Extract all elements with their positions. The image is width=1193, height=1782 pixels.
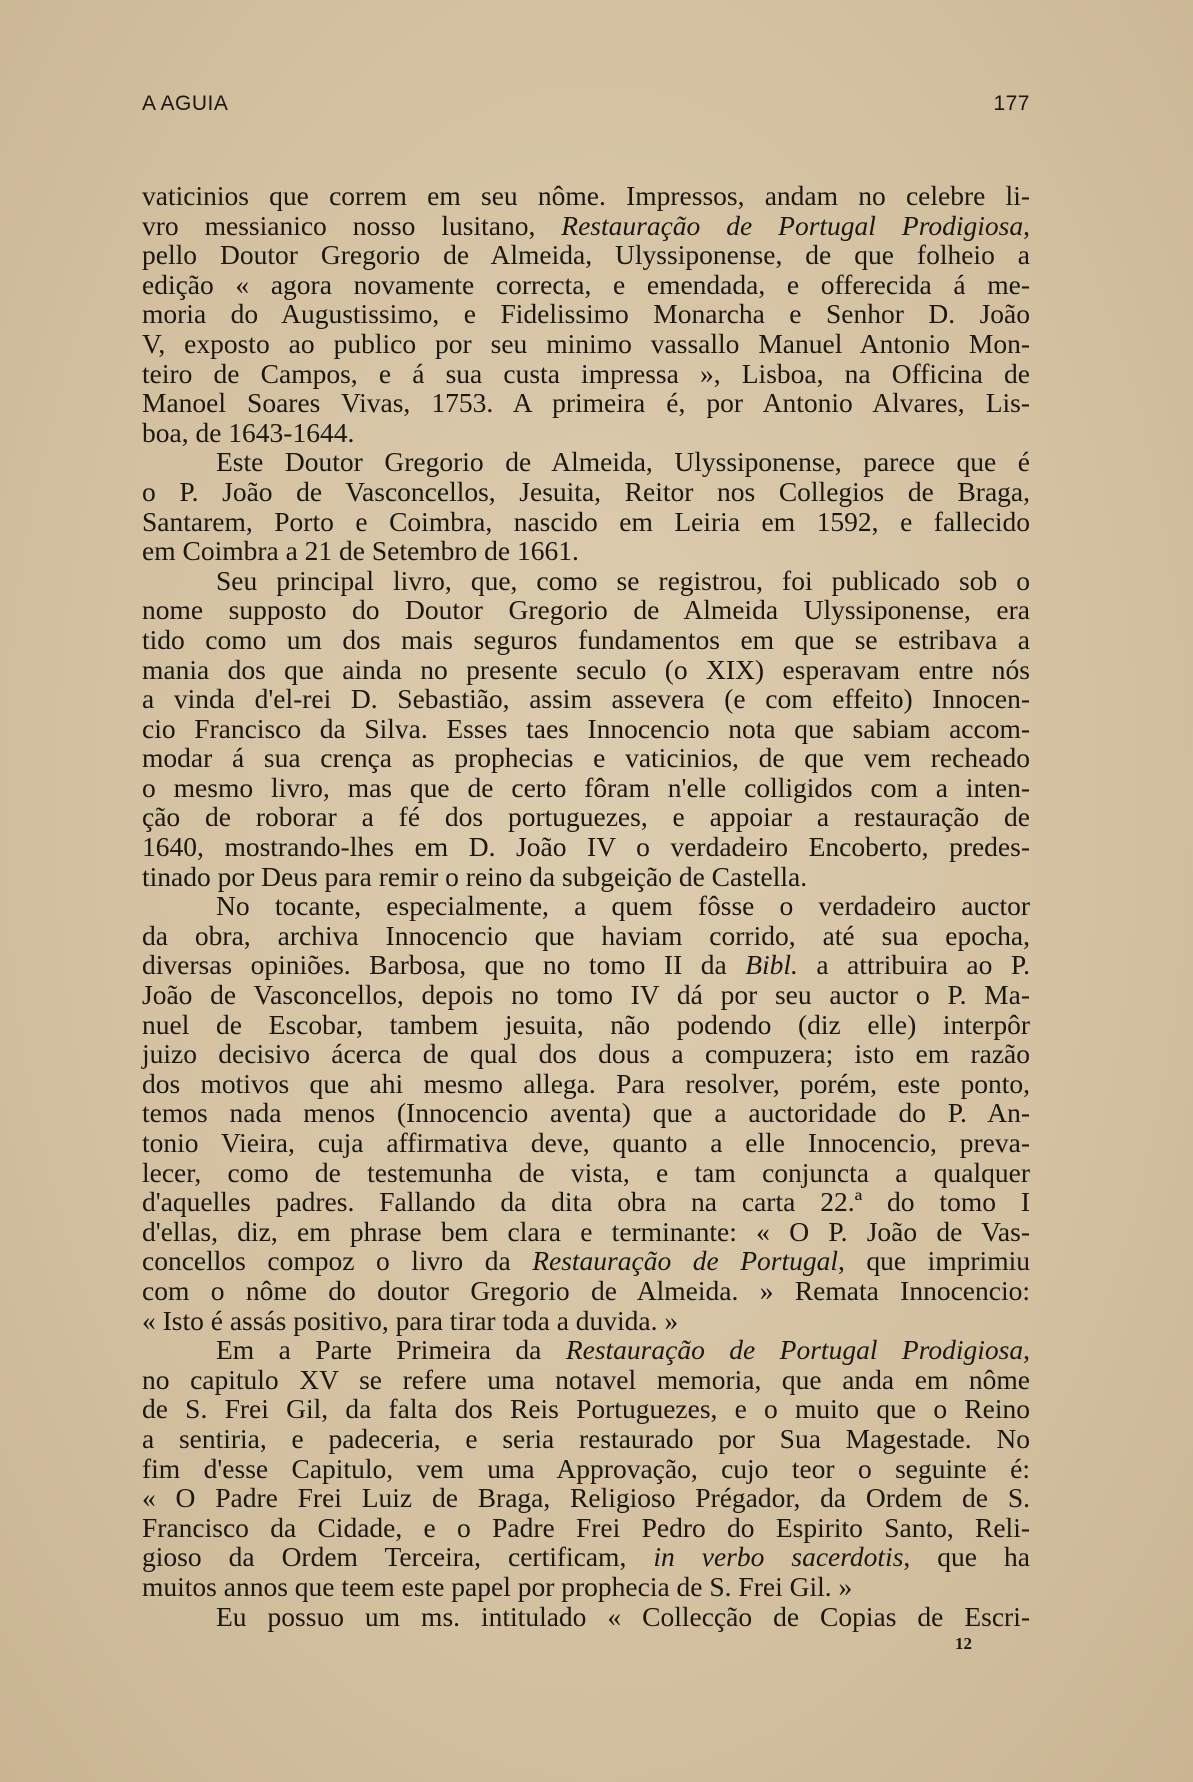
text-line xyxy=(142,388,1030,418)
text-line xyxy=(142,1365,1030,1395)
text-segment: Francisco da Cidade, e o Padre Frei Pedro do Espirito Santo, Reli- xyxy=(142,1511,1030,1543)
text-segment: muitos annos que teem este papel por prophecia de S. Frei Gil. » xyxy=(142,1570,853,1602)
text-segment: fim d'esse Capitulo, vem uma Approvação, cujo teor o seguinte é: xyxy=(142,1452,1030,1484)
text-line xyxy=(142,714,1030,744)
text-line xyxy=(142,1098,1030,1128)
italic-title: Bibl. xyxy=(745,949,798,981)
text-segment: d'ellas, diz, em phrase bem clara e terminante: « O P. João de Vas- xyxy=(142,1215,1030,1247)
text-segment: , que imprimiu xyxy=(837,1245,1030,1277)
text-segment: cio Francisco da Silva. Esses taes Innocencio nota que sabiam accom- xyxy=(142,712,1030,744)
text-segment: o P. João de Vasconcellos, Jesuita, Reitor nos Collegios de Braga, xyxy=(142,475,1030,507)
text-segment: Em a Parte Primeira da xyxy=(216,1334,566,1366)
text-line xyxy=(142,980,1030,1010)
running-head xyxy=(142,92,1030,116)
text-line xyxy=(142,240,1030,270)
text-segment: pello Doutor Gregorio de Almeida, Ulyssiponense, de que folheio a xyxy=(142,239,1030,271)
text-line xyxy=(142,655,1030,685)
text-line xyxy=(142,1246,1030,1276)
text-segment: a sentiria, e padeceria, e seria restaurado por Sua Magestade. No xyxy=(142,1422,1030,1454)
text-segment: , xyxy=(1023,209,1030,241)
text-segment: a attribuira ao P. xyxy=(797,949,1030,981)
text-segment: , xyxy=(1023,1334,1030,1366)
text-line xyxy=(142,1424,1030,1454)
text-segment: edição « agora novamente correcta, e emendada, e offerecida á me- xyxy=(142,268,1030,300)
text-segment: boa, de 1643-1644. xyxy=(142,416,355,448)
text-line xyxy=(142,1602,1030,1632)
text-segment: , que ha xyxy=(903,1541,1030,1573)
text-segment: ção de roborar a fé dos portuguezes, e appoiar a restauração de xyxy=(142,801,1030,833)
italic-title: Restauração de Portugal Prodigiosa xyxy=(561,209,1024,241)
text-line xyxy=(142,802,1030,832)
text-segment: lecer, como de testemunha de vista, e tam conjuncta a qualquer xyxy=(142,1156,1030,1188)
text-line xyxy=(142,1039,1030,1069)
text-line xyxy=(142,1335,1030,1365)
text-segment: juizo decisivo ácerca de qual dos dous a compuzera; isto em razão xyxy=(142,1038,1030,1070)
text-segment: 1640, mostrando-lhes em D. João IV o verdadeiro Encoberto, predes- xyxy=(142,831,1030,863)
text-segment: teiro de Campos, e á sua custa impressa », Lisboa, na Officina de xyxy=(142,357,1030,389)
text-line xyxy=(142,891,1030,921)
text-line xyxy=(142,625,1030,655)
italic-title: Restauração de Portugal Prodigiosa xyxy=(565,1334,1024,1366)
text-line xyxy=(142,1187,1030,1217)
text-line xyxy=(142,211,1030,241)
text-segment: gioso da Ordem Terceira, certificam, xyxy=(142,1541,654,1573)
text-segment: mania dos que ainda no presente seculo (o XIX) esperavam entre nós xyxy=(142,653,1030,685)
text-line xyxy=(142,1454,1030,1484)
italic-title: in verbo sacerdotis xyxy=(653,1541,904,1573)
text-segment: vro messianico nosso lusitano, xyxy=(142,209,562,241)
text-segment: tonio Vieira, cuja affirmativa deve, quanto a elle Innocencio, preva- xyxy=(142,1127,1030,1158)
text-line xyxy=(142,684,1030,714)
text-segment: d'aquelles padres. Fallando da dita obra na carta 22.ª do tomo I xyxy=(142,1186,1030,1218)
text-segment: V, exposto ao publico por seu minimo vassallo Manuel Antonio Mon- xyxy=(142,327,1030,359)
text-line xyxy=(142,1513,1030,1543)
text-line xyxy=(142,447,1030,477)
text-line xyxy=(142,270,1030,300)
text-segment: Seu principal livro, que, como se registrou, foi publicado sob o xyxy=(216,564,1030,596)
text-segment: vaticinios que correm em seu nôme. Impressos, andam no celebre li- xyxy=(142,180,1030,211)
page-number: 177 xyxy=(993,92,1030,115)
text-line xyxy=(142,773,1030,803)
text-line xyxy=(142,329,1030,359)
text-line xyxy=(142,1276,1030,1306)
text-line xyxy=(142,921,1030,951)
text-line xyxy=(142,595,1030,625)
text-segment: com o nôme do doutor Gregorio de Almeida. » Remata Innocencio: xyxy=(142,1274,1030,1306)
text-segment: dos motivos que ahi mesmo allega. Para resolver, porém, este ponto, xyxy=(142,1067,1030,1099)
journal-title: A AGUIA xyxy=(142,92,229,115)
text-segment: concellos compoz o livro da xyxy=(142,1245,533,1277)
text-segment: No tocante, especialmente, a quem fôsse o verdadeiro auctor xyxy=(216,890,1030,922)
text-segment: Santarem, Porto e Coimbra, nascido em Leiria em 1592, e fallecido xyxy=(142,505,1030,537)
text-line xyxy=(142,862,1030,892)
text-segment: nome supposto do Doutor Gregorio de Almeida Ulyssiponense, era xyxy=(142,594,1030,626)
text-line xyxy=(142,1572,1030,1602)
text-line xyxy=(142,566,1030,596)
text-line xyxy=(142,743,1030,773)
text-line xyxy=(142,359,1030,389)
text-segment: Manoel Soares Vivas, 1753. A primeira é, por Antonio Alvares, Lis- xyxy=(142,387,1030,419)
text-line xyxy=(142,1542,1030,1572)
text-line xyxy=(142,1394,1030,1424)
text-segment: Este Doutor Gregorio de Almeida, Ulyssiponense, parece que é xyxy=(216,446,1030,478)
text-segment: o mesmo livro, mas que de certo fôram n'elle colligidos com a inten- xyxy=(142,771,1030,803)
text-line xyxy=(142,477,1030,507)
text-line xyxy=(142,507,1030,537)
body-text xyxy=(142,181,1030,1631)
text-line xyxy=(142,950,1030,980)
text-line xyxy=(142,536,1030,566)
text-segment: João de Vasconcellos, depois no tomo IV dá por seu auctor o P. Ma- xyxy=(142,979,1030,1011)
text-segment: a vinda d'el-rei D. Sebastião, assim assevera (e com effeito) Innocen- xyxy=(142,683,1030,715)
italic-title: Restauração de Portugal xyxy=(532,1245,838,1277)
text-segment: tido como um dos mais seguros fundamentos em que se estribava a xyxy=(142,623,1030,655)
text-segment: da obra, archiva Innocencio que haviam corrido, até sua epocha, xyxy=(142,919,1030,951)
text-segment: Eu possuo um ms. intitulado « Collecção de Copias de Escri- xyxy=(216,1600,1030,1632)
text-line xyxy=(142,1158,1030,1188)
text-segment: nuel de Escobar, tambem jesuita, não podendo (diz elle) interpôr xyxy=(142,1008,1030,1040)
text-line xyxy=(142,1010,1030,1040)
text-segment: no capitulo XV se refere uma notavel memoria, que anda em nôme xyxy=(142,1363,1030,1395)
signature-mark: 12 xyxy=(955,1634,972,1653)
text-line xyxy=(142,299,1030,329)
text-segment: « Isto é assás positivo, para tirar toda a duvida. » xyxy=(142,1304,679,1336)
text-line xyxy=(142,418,1030,448)
text-segment: de S. Frei Gil, da falta dos Reis Portuguezes, e o muito que o Reino xyxy=(142,1393,1030,1425)
text-line xyxy=(142,1483,1030,1513)
text-segment: em Coimbra a 21 de Setembro de 1661. xyxy=(142,535,579,567)
text-line xyxy=(142,832,1030,862)
text-segment: « O Padre Frei Luiz de Braga, Religioso Prégador, da Ordem de S. xyxy=(142,1482,1030,1514)
text-segment: moria do Augustissimo, e Fidelissimo Monarcha e Senhor D. João xyxy=(142,298,1030,330)
text-segment: modar á sua crença as prophecias e vaticinios, de que vem recheado xyxy=(142,742,1030,774)
text-segment: temos nada menos (Innocencio aventa) que a auctoridade do P. An- xyxy=(142,1097,1030,1129)
text-line xyxy=(142,181,1030,211)
text-segment: diversas opiniões. Barbosa, que no tomo II da xyxy=(142,949,746,981)
text-line xyxy=(142,1128,1030,1158)
text-line xyxy=(142,1069,1030,1099)
text-segment: tinado por Deus para remir o reino da subgeição de Castella. xyxy=(142,860,808,892)
text-line xyxy=(142,1217,1030,1247)
text-line xyxy=(142,1306,1030,1336)
